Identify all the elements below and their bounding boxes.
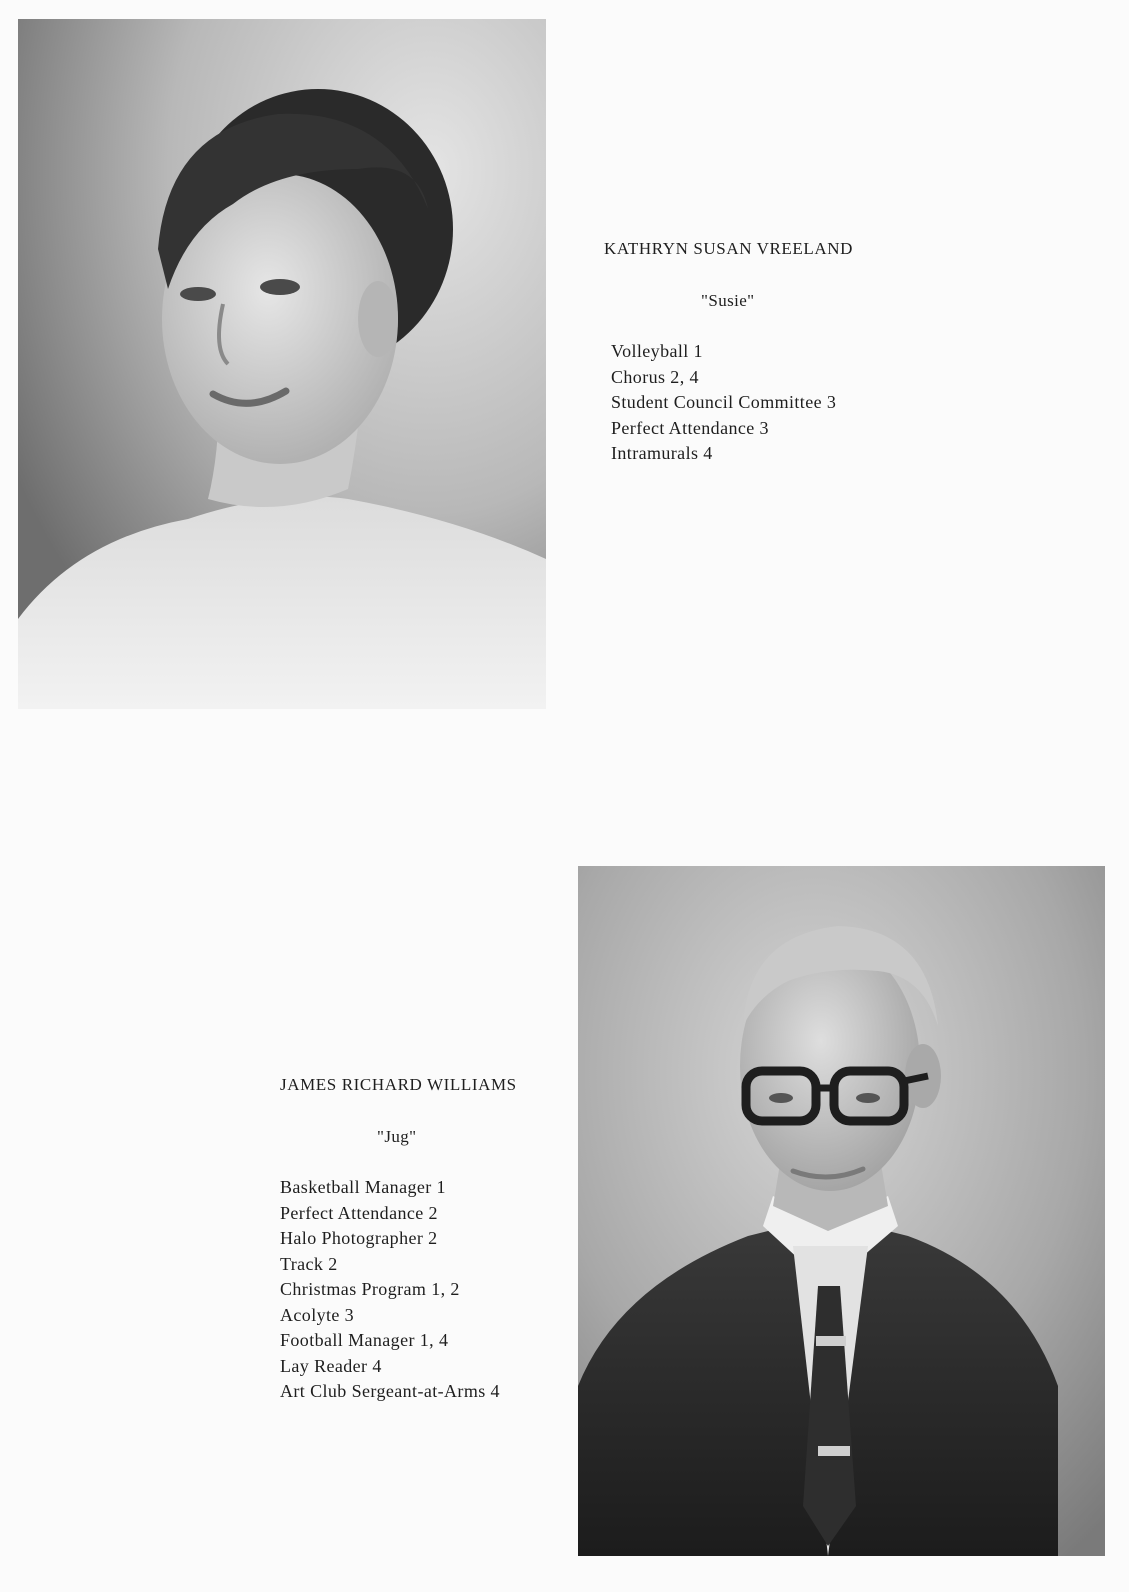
portrait-james-williams (578, 866, 1105, 1556)
activity-item: Acolyte 3 (280, 1304, 355, 1325)
activities-list (280, 1175, 570, 1405)
activity-item: Christmas Program 1, 2 (280, 1279, 460, 1299)
activity-item: Intramurals 4 (611, 443, 713, 463)
student-entry-vreeland (604, 236, 904, 467)
activity-item: Volleyball 1 (611, 341, 703, 361)
activity-item: Student Council Committee 3 (611, 392, 837, 412)
activity-item: Basketball Manager 1 (280, 1177, 446, 1197)
student-name: JAMES RICHARD WILLIAMS (280, 1075, 517, 1094)
student-entry-williams (280, 1072, 570, 1405)
student-nickname: "Susie" (701, 290, 755, 310)
student-nickname: "Jug" (377, 1126, 417, 1146)
student-name: KATHRYN SUSAN VREELAND (604, 239, 854, 258)
activity-item: Football Manager 1, 4 (280, 1330, 449, 1350)
portrait-kathryn-vreeland (18, 19, 546, 709)
activity-item: Chorus 2, 4 (611, 366, 699, 387)
activities-list (611, 339, 904, 467)
activity-item: Track 2 (280, 1253, 338, 1274)
activity-item: Perfect Attendance 3 (611, 417, 769, 438)
activity-item: Halo Photographer 2 (280, 1228, 438, 1248)
portrait-kathryn-image (18, 19, 546, 709)
portrait-james-image (578, 866, 1105, 1556)
activity-item: Art Club Sergeant-at-Arms 4 (280, 1381, 500, 1401)
activity-item: Perfect Attendance 2 (280, 1202, 438, 1223)
activity-item: Lay Reader 4 (280, 1355, 382, 1376)
